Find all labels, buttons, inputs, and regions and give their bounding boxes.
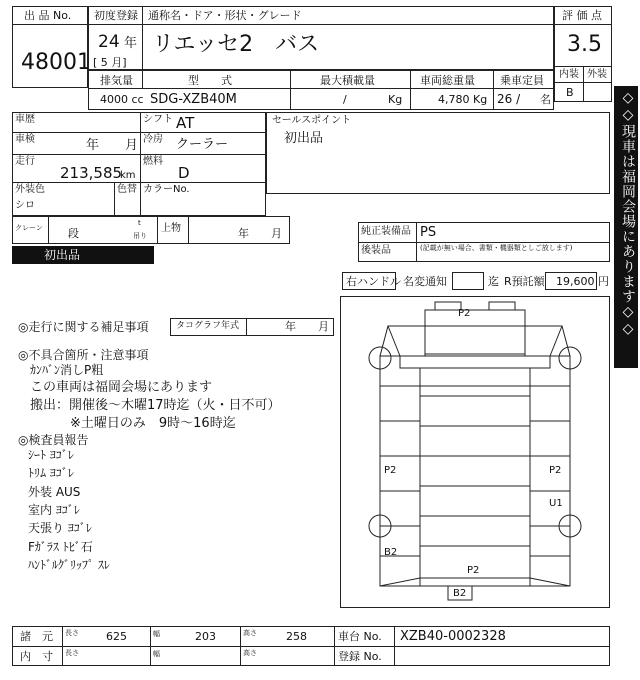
damage-mark-bottom: P2 xyxy=(467,565,480,576)
displacement-value: 4000 cc xyxy=(100,93,144,106)
max-load-label: 最大積載量 xyxy=(320,74,375,87)
sales-point-label: セールスポイント xyxy=(272,115,352,126)
first-reg-label: 初度登録 xyxy=(94,9,138,22)
history-label: 車歴 xyxy=(15,114,35,125)
mileage-value: 213,585 xyxy=(60,164,123,182)
handle-label: 右ハンドル xyxy=(346,275,401,288)
bus-outline-diagram xyxy=(340,296,610,608)
model-label: 型 式 xyxy=(188,74,232,87)
score-value: 3.5 xyxy=(567,32,602,57)
r-deposit-amount: 19,600 xyxy=(556,275,595,288)
exterior-label: 外装 xyxy=(587,69,607,80)
lot-number: 48001 xyxy=(21,50,91,75)
defect-line: ｶﾝﾊﾞﾝ消しP粗 xyxy=(30,363,104,377)
gross-weight-label: 車両総重量 xyxy=(420,74,475,87)
shift-value: AT xyxy=(176,114,195,132)
color-change-label: 色替 xyxy=(117,184,137,195)
lot-label: 出 品 No. xyxy=(24,9,72,22)
ac-value: クーラー xyxy=(176,137,229,152)
shift-label: シフト xyxy=(143,114,173,125)
damage-mark-right: P2 xyxy=(549,465,562,476)
crane-stage: 段 xyxy=(68,227,79,240)
max-load-unit: Kg xyxy=(388,93,403,106)
deadline-label: 迄 xyxy=(488,275,499,288)
capacity-label: 乗車定員 xyxy=(500,74,544,87)
name-change-label: 名変通知 xyxy=(403,275,447,288)
length-value: 625 xyxy=(106,630,127,643)
travel-notes-label: ◎走行に関する補足事項 xyxy=(18,320,149,334)
max-load-value: / xyxy=(343,93,347,106)
sales-point-text: 初出品 xyxy=(284,131,324,146)
inspector-line: ﾄﾘﾑ ﾖｺﾞﾚ xyxy=(28,466,74,480)
aftermarket-note: (記載が無い場合、書類・機器類としご放します) xyxy=(420,244,573,252)
genuine-equipment-label: 純正装備品 xyxy=(361,226,411,237)
tachograph-value: 年 月 xyxy=(285,320,329,333)
width-value: 203 xyxy=(195,630,216,643)
crane-label: クレーン xyxy=(15,224,43,232)
length-label: 長さ xyxy=(65,629,79,637)
damage-mark-rear: B2 xyxy=(453,588,467,599)
height-label: 高さ xyxy=(243,629,257,637)
defect-line: 搬出：開催後～木曜17時迄（火・日不可） xyxy=(30,398,281,413)
inspector-heading: ◎検査員報告 xyxy=(18,433,89,447)
inspector-line: 室内 ﾖｺﾞﾚ xyxy=(28,503,80,517)
vehicle-name-label: 通称名・ドア・形状・グレード xyxy=(148,9,302,22)
height-value: 258 xyxy=(286,630,307,643)
mileage-label: 走行 xyxy=(15,156,35,167)
name-change-box xyxy=(452,272,484,290)
capacity-unit: 名 xyxy=(540,93,551,106)
inspection-value: 年 月 xyxy=(86,138,139,153)
inspection-label: 車検 xyxy=(15,134,35,145)
damage-mark-left-lower: B2 xyxy=(384,547,398,558)
chassis-number: XZB40-0002328 xyxy=(400,629,506,644)
vehicle-name: リエッセ2 バス xyxy=(152,32,320,57)
ac-label: 冷房 xyxy=(143,134,163,145)
damage-mark-left: P2 xyxy=(384,465,397,476)
first-reg-year: 24 xyxy=(98,32,120,52)
displacement-label: 排気量 xyxy=(100,74,133,87)
side-banner-text: ◇◇現車は福岡会場にあります◇◇ xyxy=(620,90,636,338)
first-reg-month: [ 5 月] xyxy=(93,56,127,69)
tachograph-label: タコグラフ年式 xyxy=(176,321,240,331)
loading-value: 年 月 xyxy=(238,227,282,240)
ext-color-value: シロ xyxy=(15,200,35,211)
registration-label: 登録 No. xyxy=(338,650,382,663)
inner-dimensions-label: 内 寸 xyxy=(20,650,53,663)
width-label: 幅 xyxy=(153,630,160,638)
inspector-line: 外装 AUS xyxy=(28,485,81,499)
year-unit: 年 xyxy=(124,36,138,51)
dimensions-label: 諸 元 xyxy=(20,630,53,643)
mileage-unit: km xyxy=(120,170,136,181)
damage-mark-front: P2 xyxy=(458,308,471,319)
model-value: SDG-XZB40M xyxy=(150,92,237,107)
inner-height-label: 高さ xyxy=(243,649,257,657)
r-deposit-unit: 円 xyxy=(598,275,609,288)
first-listing-badge-text: 初出品 xyxy=(44,248,81,262)
inspector-line: ｼｰﾄ ﾖｺﾞﾚ xyxy=(28,448,74,462)
fuel-value: D xyxy=(178,164,190,182)
r-deposit-label: R預託額 xyxy=(504,275,545,288)
defect-line: ※土曜日のみ 9時～16時迄 xyxy=(70,416,236,431)
crane-hook: 吊り xyxy=(133,232,147,240)
ext-color-label: 外装色 xyxy=(15,184,45,195)
genuine-equipment-value: PS xyxy=(420,225,437,240)
first-listing-badge xyxy=(12,246,154,264)
score-label: 評 価 点 xyxy=(562,9,602,22)
inner-width-label: 幅 xyxy=(153,650,160,658)
fuel-label: 燃料 xyxy=(143,156,163,167)
defect-line: この車両は福岡会場にあります xyxy=(30,380,213,395)
interior-grade: B xyxy=(566,86,574,99)
loading-label: 上物 xyxy=(161,223,181,234)
inspector-line: Fｶﾞﾗｽ ﾄﾋﾞ石 xyxy=(28,540,93,554)
inspector-line: ﾊﾝﾄﾞﾙｸﾞﾘｯﾌﾟ ｽﾚ xyxy=(28,558,110,572)
chassis-label: 車台 No. xyxy=(338,630,382,643)
crane-t: t xyxy=(138,219,141,227)
defects-heading: ◎不具合箇所・注意事項 xyxy=(18,348,149,362)
inspector-line: 天張り ﾖｺﾞﾚ xyxy=(28,521,92,535)
interior-label: 内装 xyxy=(559,69,579,80)
aftermarket-label: 後装品 xyxy=(361,245,391,256)
capacity-value: 26 / xyxy=(497,92,521,106)
inner-length-label: 長さ xyxy=(65,649,79,657)
damage-mark-right-lower: U1 xyxy=(549,498,563,509)
gross-weight-value: 4,780 Kg xyxy=(438,93,488,106)
detail-grid xyxy=(12,112,266,216)
color-no-label: カラーNo. xyxy=(143,184,190,195)
